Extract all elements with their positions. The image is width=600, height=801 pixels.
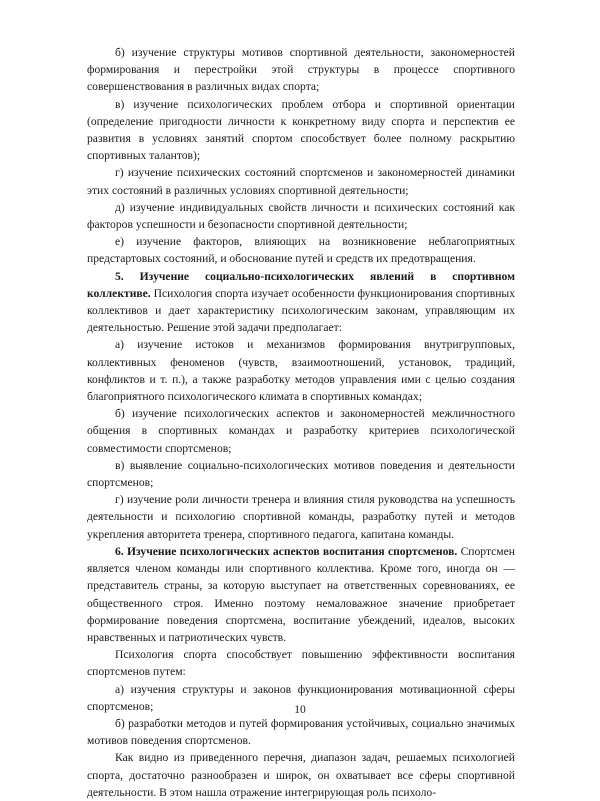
paragraph-b-communication: б) изучение психологических аспектов и закономерностей межличностного общения в спортивных командах и разработку критериев психологической совместимости спортсменов;: [87, 407, 515, 455]
section-5-text: Психология спорта изучает особенности функционирования спортивных коллективов и дает характеристику психологическим законам, управляющим их деятельностью. Решение этой задачи предполагает:: [87, 286, 515, 335]
paragraph-d-properties: д) изучение индивидуальных свойств личности и психических состояний как факторов успешности и безопасности спортивной деятельности;: [87, 200, 515, 232]
section-5-paragraph: [87, 268, 515, 337]
paragraph-a-collective: а) изучение истоков и механизмов формирования внутригрупповых, коллективных феноменов (чувств, взаимоотношений, установок, традиций, конфликтов и т. п.), а также разработку методов управления ими с целью создания благоприятного психологического климата в спортивных командах;: [87, 338, 515, 404]
paragraph-e-factors: е) изучение факторов, влияющих на возникновение неблагоприятных предстартовых состояний, и обоснование путей и средств их предотвращения.: [87, 235, 515, 266]
document-page: [87, 44, 515, 801]
paragraph-g-coach: г) изучение роли личности тренера и влияния стиля руководства на успешность деятельности и психологию спортивной команды, разработку путей и методов укрепления авторитета тренера, спортивного педагога, капитана команды.: [87, 493, 515, 541]
paragraph-v-motives: в) выявление социально-психологических мотивов поведения и деятельности спортсменов;: [87, 458, 515, 490]
section-6-paragraph: [87, 543, 515, 646]
section-5-heading: 5. Изучение социально-психологических явлений в спортивном коллективе.: [87, 269, 515, 300]
page-number: 10: [294, 703, 306, 716]
paragraph-education-intro: Психология спорта способствует повышению эффективности воспитания спортсменов путем:: [87, 648, 515, 679]
paragraph-b-motives: б) изучение структуры мотивов спортивной деятельности, закономерностей формирования и перестройки этой структуры в процессе спортивного совершенствования в различных видах спорта;: [87, 46, 515, 94]
section-6-heading: 6. Изучение психологических аспектов воспитания спортсменов.: [115, 544, 458, 558]
section-6-text: Спортсмен является членом команды или спортивного коллектива. Кроме того, иногда он — представитель страны, за которую выступает на ответственных соревнованиях, ее общественного строя. Именно поэтому немаловажное значение приобретает формирование поведения спортсмена, воспитание убеждений, идеалов, высоких нравственных и патриотических чувств.: [87, 544, 515, 644]
paragraph-b-methods: б) разработки методов и путей формирования устойчивых, социально значимых мотивов поведения спортсменов.: [87, 716, 515, 748]
paragraph-a-motivation: а) изучения структуры и законов функционирования мотивационной сферы спортсменов;: [87, 682, 515, 713]
paragraph-g-states: г) изучение психических состояний спортсменов и закономерностей динамики этих состояний в различных условиях спортивной деятельности;: [87, 166, 515, 197]
paragraph-conclusion: Как видно из приведенного перечня, диапазон задач, решаемых психологией спорта, достаточно разнообразен и широк, он охватывает все сферы спортивной деятельности. В этом нашла отражение интегрирующая роль психоло-: [87, 751, 515, 799]
paragraph-v-selection: в) изучение психологических проблем отбора и спортивной ориентации (определение пригодности личности к конкретному виду спорта и перспектив ее развития в условиях занятий спортом способствует более полному раскрытию спортивных талантов);: [87, 97, 515, 163]
